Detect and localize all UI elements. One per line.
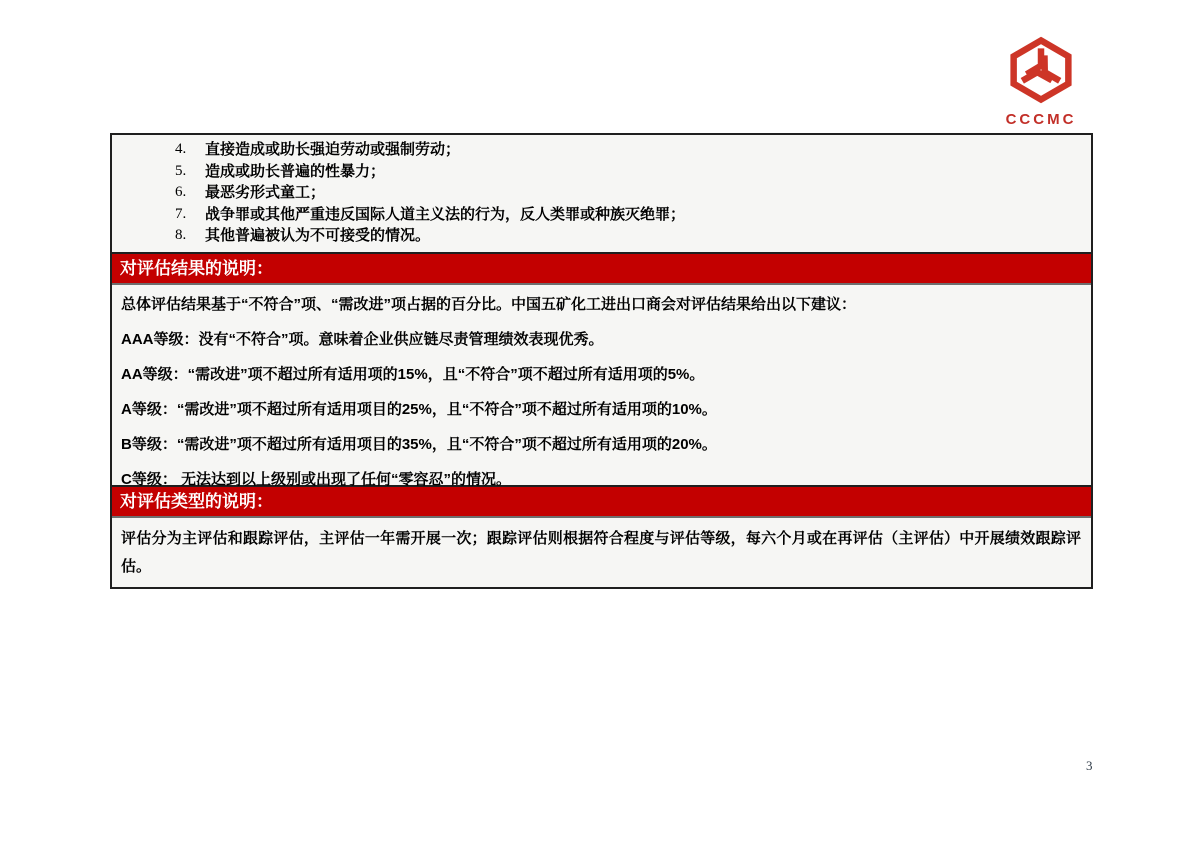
list-item-number: 8.	[175, 227, 187, 244]
list-item	[112, 225, 1081, 247]
page-number: 3	[1086, 758, 1093, 773]
list-item-text: 战争罪或其他严重违反国际人道主义法的行为，反人类罪或种族灭绝罪；	[205, 205, 686, 223]
results-paragraph-aa: AA等级：“需改进”项不超过所有适用项的15%，且“不符合”项不超过所有适用项的5%。	[121, 365, 705, 383]
assessment-notes-table	[110, 133, 1093, 589]
list-item	[112, 139, 1081, 161]
results-paragraph-aaa: AAA等级：没有“不符合”项。意味着企业供应链尽责管理绩效表现优秀。	[121, 330, 604, 348]
list-item-text: 其他普遍被认为不可接受的情况。	[205, 227, 431, 245]
results-paragraph-c: C等级： 无法达到以上级别或出现了任何“零容忍”的情况。	[121, 470, 512, 488]
results-paragraph-a: A等级：“需改进”项不超过所有适用项目的25%，且“不符合”项不超过所有适用项的10%。	[121, 400, 717, 418]
list-item-number: 4.	[175, 141, 187, 157]
results-paragraph-b: B等级：“需改进”项不超过所有适用项目的35%，且“不符合”项不超过所有适用项的20%。	[121, 435, 717, 453]
list-item	[112, 161, 1081, 183]
list-item-number: 6.	[175, 184, 187, 201]
list-item	[112, 182, 1081, 204]
results-section-body	[112, 285, 1091, 488]
list-item-number: 7.	[175, 205, 187, 222]
cccmc-emblem-icon	[1005, 36, 1077, 104]
cccmc-logo-text: CCCMC	[1005, 111, 1077, 128]
list-item	[112, 204, 1081, 226]
results-paragraph: 总体评估结果基于“不符合”项、“需改进”项占据的百分比。中国五矿化工进出口商会对评估结果给出以下建议：	[121, 295, 857, 313]
list-item-number: 5.	[175, 162, 187, 179]
list-item-text: 造成或助长普遍的性暴力；	[205, 162, 386, 180]
list-item-text: 最恶劣形式童工；	[205, 184, 326, 202]
zero-tolerance-list	[112, 135, 1091, 252]
results-section-header: 对评估结果的说明：	[112, 252, 1091, 285]
cccmc-logo	[998, 36, 1084, 128]
types-paragraph: 评估分为主评估和跟踪评估，主评估一年需开展一次；跟踪评估则根据符合程度与评估等级，每六个月或在再评估（主评估）中开展绩效跟踪评估。	[121, 529, 1081, 575]
list-item-text: 直接造成或助长强迫劳动或强制劳动；	[205, 141, 461, 158]
types-section-body	[112, 518, 1091, 587]
types-section-header: 对评估类型的说明：	[112, 485, 1091, 518]
